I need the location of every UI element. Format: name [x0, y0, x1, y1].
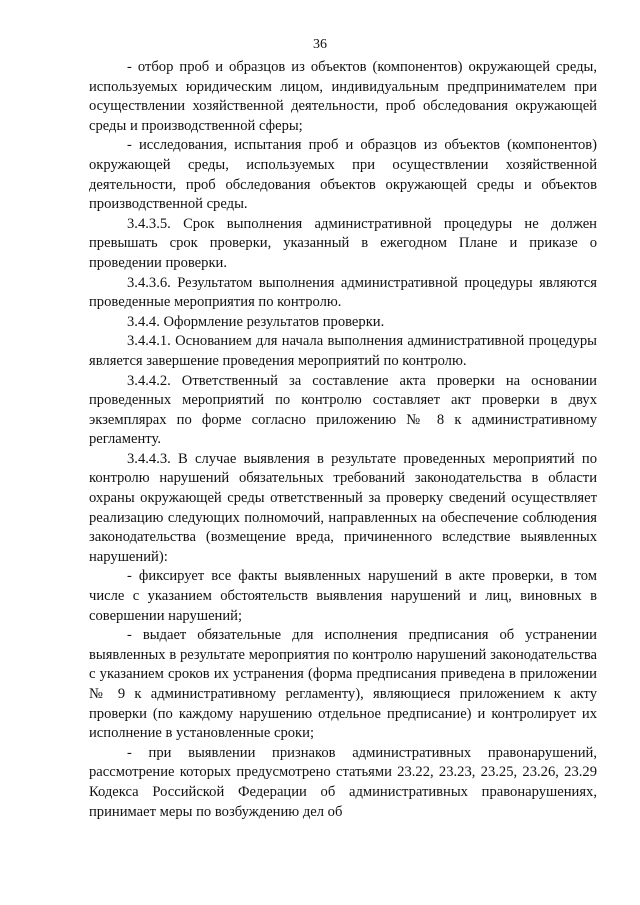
paragraph-3-4-4-1: 3.4.4.1. Основанием для начала выполнения административной процедуры является завершение проведения мероприятий по контролю. — [89, 333, 597, 369]
paragraph-administrative-offenses: - при выявлении признаков административных правонарушений, рассмотрение которых предусмотрено статьями 23.22, 23.23, 23.25, 23.26, 23.29 Кодекса Российской Федерации об административных правонарушениях, принимает меры по возбуждению дел об — [89, 744, 597, 820]
paragraph-issue-orders: - выдает обязательные для исполнения предписания об устранении выявленных в результате мероприятия по контролю нарушений законодательства с указанием сроков их устранения (форма предписания приведена в приложении № 9 к административному регламенту), являющиеся приложением к акту проверки (по каждому нарушению отдельное предписание) и контролирует их исполнение в установленные сроки; — [89, 627, 597, 742]
paragraph-record-violations: - фиксирует все факты выявленных нарушений в акте проверки, в том числе с указанием обстоятельств выявления нарушений и лиц, виновных в совершении нарушений; — [89, 568, 597, 624]
document-body — [89, 58, 597, 822]
paragraph-3-4-4: 3.4.4. Оформление результатов проверки. — [127, 313, 385, 330]
paragraph-3-4-3-5: 3.4.3.5. Срок выполнения административной процедуры не должен превышать срок проверки, указанный в ежегодном Плане и приказе о проведении проверки. — [89, 215, 597, 271]
page-number: 36 — [313, 37, 327, 52]
paragraph-3-4-3-6: 3.4.3.6. Результатом выполнения административной процедуры являются проведенные мероприятия по контролю. — [89, 274, 597, 311]
paragraph-testing: - исследования, испытания проб и образцов из объектов (компонентов) окружающей среды, используемых при осуществлении хозяйственной деятельности, проб обследования объектов окружающей среды и объектов производственной среды. — [89, 137, 597, 213]
paragraph-3-4-4-2: 3.4.4.2. Ответственный за составление акта проверки на основании проведенных мероприятий по контролю составляет акт проверки в двух экземплярах по форме согласно приложению № 8 к административному регламенту. — [89, 372, 597, 448]
paragraph-3-4-4-3: 3.4.4.3. В случае выявления в результате проведенных мероприятий по контролю нарушений обязательных требований законодательства в области охраны окружающей среды ответственный за проверку сведений осуществляет реализацию следующих полномочий, направленных на обеспечение соблюдения законодательства (возмещение вреда, причиненного вследствие выявленных нарушений): — [89, 450, 597, 565]
paragraph-sampling: - отбор проб и образцов из объектов (компонентов) окружающей среды, используемых юридическим лицом, индивидуальным предпринимателем при осуществлении хозяйственной деятельности, проб обследования окружающей среды и производственной сферы; — [89, 59, 597, 134]
